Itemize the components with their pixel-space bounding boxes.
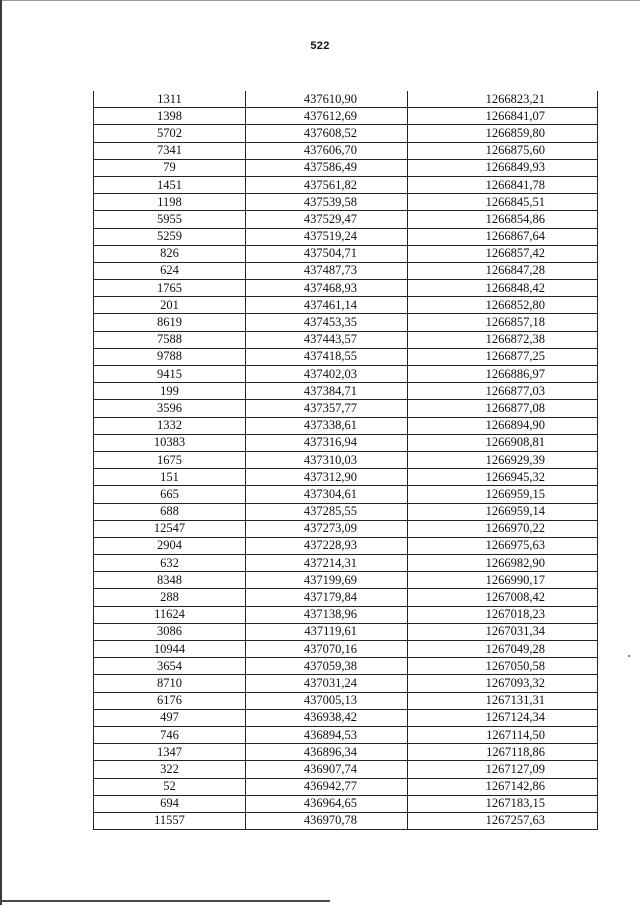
y-coordinate-cell: 1267008,42	[408, 589, 598, 606]
point-number-cell: 7341	[94, 142, 246, 159]
y-coordinate-cell: 1267131,31	[408, 692, 598, 709]
point-number-cell: 8619	[94, 314, 246, 331]
y-coordinate-cell: 1267049,28	[408, 641, 598, 658]
table-row	[94, 469, 598, 486]
scan-left-edge	[0, 0, 2, 905]
table-row	[94, 451, 598, 468]
table-row	[94, 520, 598, 537]
x-coordinate-cell: 437199,69	[246, 572, 408, 589]
point-number-cell: 497	[94, 709, 246, 726]
y-coordinate-cell: 1266867,64	[408, 228, 598, 245]
point-number-cell: 6176	[94, 692, 246, 709]
y-coordinate-cell: 1267257,63	[408, 812, 598, 829]
x-coordinate-cell: 437138,96	[246, 606, 408, 623]
y-coordinate-cell: 1266849,93	[408, 159, 598, 176]
x-coordinate-cell: 436894,53	[246, 726, 408, 743]
x-coordinate-cell: 437228,93	[246, 537, 408, 554]
y-coordinate-cell: 1266852,80	[408, 297, 598, 314]
point-number-cell: 10944	[94, 641, 246, 658]
point-number-cell: 632	[94, 555, 246, 572]
point-number-cell: 688	[94, 503, 246, 520]
table-row	[94, 262, 598, 279]
x-coordinate-cell: 437487,73	[246, 262, 408, 279]
x-coordinate-cell: 437338,61	[246, 417, 408, 434]
coordinates-table	[93, 91, 598, 830]
x-coordinate-cell: 436942,77	[246, 778, 408, 795]
table-row	[94, 91, 598, 108]
table-row	[94, 417, 598, 434]
y-coordinate-cell: 1266877,25	[408, 348, 598, 365]
table-row	[94, 675, 598, 692]
y-coordinate-cell: 1266982,90	[408, 555, 598, 572]
table-row	[94, 692, 598, 709]
x-coordinate-cell: 436938,42	[246, 709, 408, 726]
x-coordinate-cell: 437610,90	[246, 91, 408, 108]
point-number-cell: 5955	[94, 211, 246, 228]
x-coordinate-cell: 437214,31	[246, 555, 408, 572]
x-coordinate-cell: 437357,77	[246, 400, 408, 417]
y-coordinate-cell: 1266886,97	[408, 366, 598, 383]
point-number-cell: 1398	[94, 108, 246, 125]
point-number-cell: 322	[94, 761, 246, 778]
table-row	[94, 211, 598, 228]
y-coordinate-cell: 1266872,38	[408, 331, 598, 348]
table-row	[94, 589, 598, 606]
x-coordinate-cell: 437059,38	[246, 658, 408, 675]
point-number-cell: 1332	[94, 417, 246, 434]
point-number-cell: 201	[94, 297, 246, 314]
point-number-cell: 3654	[94, 658, 246, 675]
x-coordinate-cell: 437031,24	[246, 675, 408, 692]
point-number-cell: 5702	[94, 125, 246, 142]
table-row	[94, 176, 598, 193]
table-row	[94, 194, 598, 211]
x-coordinate-cell: 437586,49	[246, 159, 408, 176]
point-number-cell: 1451	[94, 176, 246, 193]
table-row	[94, 159, 598, 176]
y-coordinate-cell: 1267183,15	[408, 795, 598, 812]
x-coordinate-cell: 437612,69	[246, 108, 408, 125]
y-coordinate-cell: 1266877,03	[408, 383, 598, 400]
x-coordinate-cell: 437561,82	[246, 176, 408, 193]
coordinates-table-body	[94, 91, 598, 830]
table-row	[94, 537, 598, 554]
x-coordinate-cell: 437005,13	[246, 692, 408, 709]
point-number-cell: 12547	[94, 520, 246, 537]
point-number-cell: 8348	[94, 572, 246, 589]
point-number-cell: 1765	[94, 280, 246, 297]
y-coordinate-cell: 1266990,17	[408, 572, 598, 589]
y-coordinate-cell: 1266848,42	[408, 280, 598, 297]
y-coordinate-cell: 1266894,90	[408, 417, 598, 434]
point-number-cell: 3086	[94, 623, 246, 640]
page-number: 522	[310, 40, 330, 52]
y-coordinate-cell: 1266845,51	[408, 194, 598, 211]
table-row	[94, 812, 598, 829]
point-number-cell: 199	[94, 383, 246, 400]
y-coordinate-cell: 1266975,63	[408, 537, 598, 554]
point-number-cell: 52	[94, 778, 246, 795]
x-coordinate-cell: 437443,57	[246, 331, 408, 348]
table-row	[94, 795, 598, 812]
y-coordinate-cell: 1266929,39	[408, 451, 598, 468]
x-coordinate-cell: 437606,70	[246, 142, 408, 159]
table-row	[94, 108, 598, 125]
y-coordinate-cell: 1267142,86	[408, 778, 598, 795]
x-coordinate-cell: 437504,71	[246, 245, 408, 262]
point-number-cell: 1675	[94, 451, 246, 468]
point-number-cell: 10383	[94, 434, 246, 451]
y-coordinate-cell: 1266854,86	[408, 211, 598, 228]
point-number-cell: 3596	[94, 400, 246, 417]
table-row	[94, 331, 598, 348]
y-coordinate-cell: 1266945,32	[408, 469, 598, 486]
y-coordinate-cell: 1266823,21	[408, 91, 598, 108]
x-coordinate-cell: 436896,34	[246, 744, 408, 761]
point-number-cell: 1198	[94, 194, 246, 211]
x-coordinate-cell: 437468,93	[246, 280, 408, 297]
x-coordinate-cell: 437285,55	[246, 503, 408, 520]
table-row	[94, 623, 598, 640]
x-coordinate-cell: 437119,61	[246, 623, 408, 640]
y-coordinate-cell: 1266970,22	[408, 520, 598, 537]
point-number-cell: 9788	[94, 348, 246, 365]
table-row	[94, 400, 598, 417]
table-row	[94, 658, 598, 675]
point-number-cell: 11557	[94, 812, 246, 829]
x-coordinate-cell: 437608,52	[246, 125, 408, 142]
x-coordinate-cell: 437316,94	[246, 434, 408, 451]
x-coordinate-cell: 436964,65	[246, 795, 408, 812]
table-row	[94, 348, 598, 365]
table-row	[94, 314, 598, 331]
table-row	[94, 142, 598, 159]
y-coordinate-cell: 1267114,50	[408, 726, 598, 743]
y-coordinate-cell: 1266857,42	[408, 245, 598, 262]
x-coordinate-cell: 437453,35	[246, 314, 408, 331]
table-row	[94, 641, 598, 658]
y-coordinate-cell: 1267050,58	[408, 658, 598, 675]
table-row	[94, 228, 598, 245]
scan-top-edge	[0, 0, 640, 1]
point-number-cell: 288	[94, 589, 246, 606]
point-number-cell: 1311	[94, 91, 246, 108]
x-coordinate-cell: 437310,03	[246, 451, 408, 468]
y-coordinate-cell: 1266857,18	[408, 314, 598, 331]
point-number-cell: 151	[94, 469, 246, 486]
x-coordinate-cell: 437384,71	[246, 383, 408, 400]
y-coordinate-cell: 1266841,78	[408, 176, 598, 193]
y-coordinate-cell: 1267031,34	[408, 623, 598, 640]
table-row	[94, 744, 598, 761]
table-row	[94, 761, 598, 778]
x-coordinate-cell: 436907,74	[246, 761, 408, 778]
point-number-cell: 79	[94, 159, 246, 176]
y-coordinate-cell: 1267118,86	[408, 744, 598, 761]
x-coordinate-cell: 436970,78	[246, 812, 408, 829]
y-coordinate-cell: 1266847,28	[408, 262, 598, 279]
point-number-cell: 7588	[94, 331, 246, 348]
x-coordinate-cell: 437070,16	[246, 641, 408, 658]
scan-speck	[628, 655, 630, 657]
point-number-cell: 1347	[94, 744, 246, 761]
x-coordinate-cell: 437461,14	[246, 297, 408, 314]
table-row	[94, 366, 598, 383]
point-number-cell: 746	[94, 726, 246, 743]
x-coordinate-cell: 437312,90	[246, 469, 408, 486]
x-coordinate-cell: 437539,58	[246, 194, 408, 211]
x-coordinate-cell: 437402,03	[246, 366, 408, 383]
scan-bottom-edge	[0, 900, 330, 902]
table-row	[94, 245, 598, 262]
point-number-cell: 11624	[94, 606, 246, 623]
point-number-cell: 9415	[94, 366, 246, 383]
x-coordinate-cell: 437519,24	[246, 228, 408, 245]
table-row	[94, 778, 598, 795]
x-coordinate-cell: 437418,55	[246, 348, 408, 365]
y-coordinate-cell: 1267124,34	[408, 709, 598, 726]
x-coordinate-cell: 437304,61	[246, 486, 408, 503]
point-number-cell: 826	[94, 245, 246, 262]
table-row	[94, 280, 598, 297]
y-coordinate-cell: 1266875,60	[408, 142, 598, 159]
point-number-cell: 665	[94, 486, 246, 503]
point-number-cell: 2904	[94, 537, 246, 554]
table-row	[94, 434, 598, 451]
table-row	[94, 125, 598, 142]
y-coordinate-cell: 1267127,09	[408, 761, 598, 778]
table-row	[94, 606, 598, 623]
point-number-cell: 5259	[94, 228, 246, 245]
y-coordinate-cell: 1266841,07	[408, 108, 598, 125]
table-row	[94, 486, 598, 503]
y-coordinate-cell: 1266877,08	[408, 400, 598, 417]
table-row	[94, 503, 598, 520]
table-row	[94, 572, 598, 589]
table-row	[94, 709, 598, 726]
y-coordinate-cell: 1266859,80	[408, 125, 598, 142]
y-coordinate-cell: 1267093,32	[408, 675, 598, 692]
y-coordinate-cell: 1266959,14	[408, 503, 598, 520]
point-number-cell: 624	[94, 262, 246, 279]
table-row	[94, 726, 598, 743]
y-coordinate-cell: 1266959,15	[408, 486, 598, 503]
x-coordinate-cell: 437179,84	[246, 589, 408, 606]
x-coordinate-cell: 437529,47	[246, 211, 408, 228]
x-coordinate-cell: 437273,09	[246, 520, 408, 537]
point-number-cell: 694	[94, 795, 246, 812]
table-row	[94, 383, 598, 400]
point-number-cell: 8710	[94, 675, 246, 692]
table-row	[94, 555, 598, 572]
y-coordinate-cell: 1267018,23	[408, 606, 598, 623]
table-row	[94, 297, 598, 314]
y-coordinate-cell: 1266908,81	[408, 434, 598, 451]
